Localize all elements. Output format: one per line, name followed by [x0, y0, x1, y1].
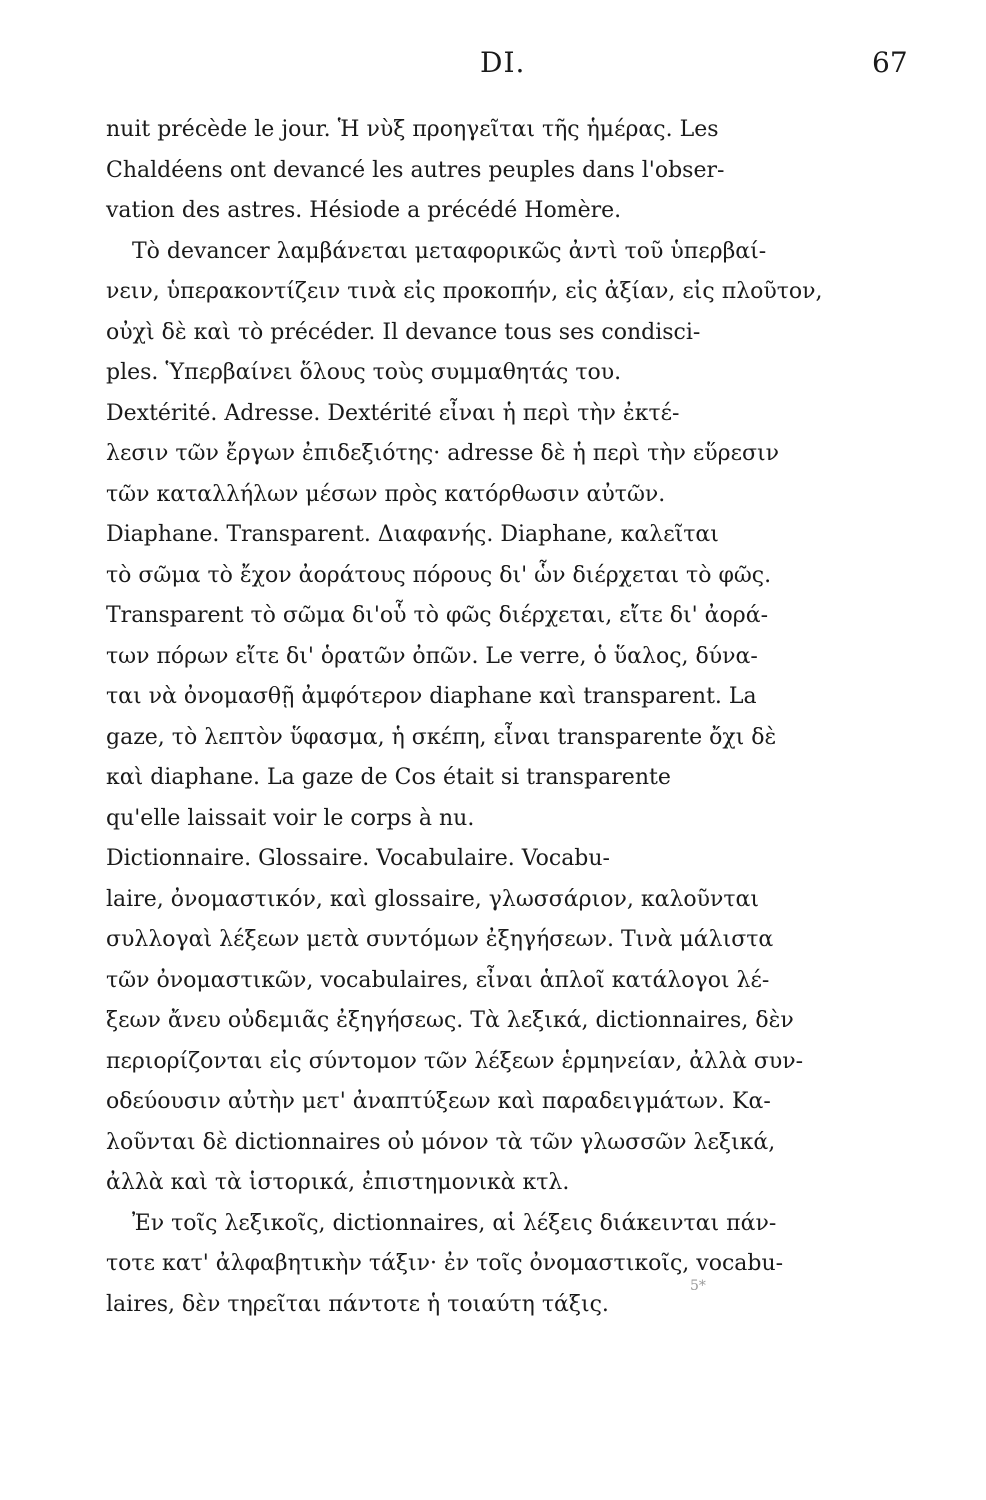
entry-heading-line: Dictionnaire. Glossaire. Vocabulaire. Vocabu-: [106, 846, 610, 871]
page-number: 67: [872, 46, 908, 79]
text-line: laires, δὲν τηρεῖται πάντοτε ἡ τοιαύτη τάξις.: [106, 1291, 609, 1317]
signature-mark: 5*: [690, 1278, 706, 1294]
text-line: τὸ σῶμα τὸ ἔχον ἀοράτους πόρους δι' ὧν διέρχεται τὸ φῶς.: [106, 562, 772, 588]
text-line: λεσιν τῶν ἔργων ἐπιδεξιότης· adresse δὲ ἡ περὶ τὴν εὕρεσιν: [106, 441, 779, 466]
text-line: ples. Ὑπερβαίνει ὅλους τοὺς συμμαθητάς του.: [106, 360, 622, 385]
text-line: Transparent τὸ σῶμα δι'οὗ τὸ φῶς διέρχεται, εἴτε δι' ἀορά-: [106, 603, 769, 628]
text-line: περιορίζονται εἰς σύντομον τῶν λέξεων ἑρμηνείαν, ἀλλὰ συν-: [106, 1048, 804, 1074]
text-line: τῶν ὀνομαστικῶν, vocabulaires, εἶναι ἁπλοῖ κατάλογοι λέ-: [106, 967, 770, 993]
text-line: vation des astres. Hésiode a précédé Homère.: [106, 198, 622, 223]
page-header: [0, 46, 986, 86]
text-line: ἀλλὰ καὶ τὰ ἱστορικά, ἐπιστημονικὰ κτλ.: [106, 1170, 570, 1195]
text-line: τοτε κατ' ἀλφαβητικὴν τάξιν· ἐν τοῖς ὀνομαστικοῖς, vocabu-: [106, 1251, 784, 1276]
text-line: των πόρων εἴτε δι' ὁρατῶν ὀπῶν. Le verre, ὁ ὕαλος, δύνα-: [106, 643, 758, 669]
text-line: καὶ diaphane. La gaze de Cos était si transparente: [106, 765, 671, 790]
text-line: Chaldéens ont devancé les autres peuples dans l'obser-: [106, 157, 725, 183]
text-line: λοῦνται δὲ dictionnaires οὐ μόνον τὰ τῶν γλωσσῶν λεξικά,: [106, 1129, 776, 1155]
text-line: οὐχὶ δὲ καὶ τὸ précéder. Il devance tous ses condisci-: [106, 319, 701, 345]
text-line: οδεύουσιν αὐτὴν μετ' ἀναπτύξεων καὶ παραδειγμάτων. Κα-: [106, 1089, 771, 1114]
text-line: νειν, ὑπερακοντίζειν τινὰ εἰς προκοπήν, εἰς ἀξίαν, εἰς πλοῦτον,: [106, 279, 823, 304]
text-line: ται νὰ ὀνομασθῇ ἀμφότερον diaphane καὶ transparent. La: [106, 684, 757, 709]
text-line: laire, ὀνομαστικόν, καὶ glossaire, γλωσσάριον, καλοῦνται: [106, 886, 760, 912]
text-line: τῶν καταλλήλων μέσων πρὸς κατόρθωσιν αὐτῶν.: [106, 481, 666, 507]
running-head: DI.: [480, 46, 526, 79]
paragraph-start-line: Τὸ devancer λαμβάνεται μεταφορικῶς ἀντὶ τοῦ ὑπερβαί-: [132, 238, 767, 264]
text-line: gaze, τὸ λεπτὸν ὕφασμα, ἡ σκέπη, εἶναι transparente ὄχι δὲ: [106, 724, 777, 750]
text-line: ξεων ἄνευ οὐδεμιᾶς ἐξηγήσεως. Τὰ λεξικά, dictionnaires, δὲν: [106, 1008, 794, 1033]
text-line: συλλογαὶ λέξεων μετὰ συντόμων ἐξηγήσεων. Τινὰ μάλιστα: [106, 927, 774, 952]
text-line: qu'elle laissait voir le corps à nu.: [106, 805, 475, 831]
body-text: [106, 110, 856, 1325]
entry-heading-line: Dextérité. Adresse. Dextérité εἶναι ἡ περὶ τὴν ἐκτέ-: [106, 400, 680, 426]
text-line: nuit précède le jour. Ἡ νὺξ προηγεῖται τῆς ἡμέρας. Les: [106, 117, 719, 142]
entry-heading-line: Diaphane. Transparent. Διαφανής. Diaphane, καλεῖται: [106, 522, 719, 547]
paragraph-start-line: Ἐν τοῖς λεξικοῖς, dictionnaires, αἱ λέξεις διάκεινται πάν-: [132, 1210, 777, 1236]
